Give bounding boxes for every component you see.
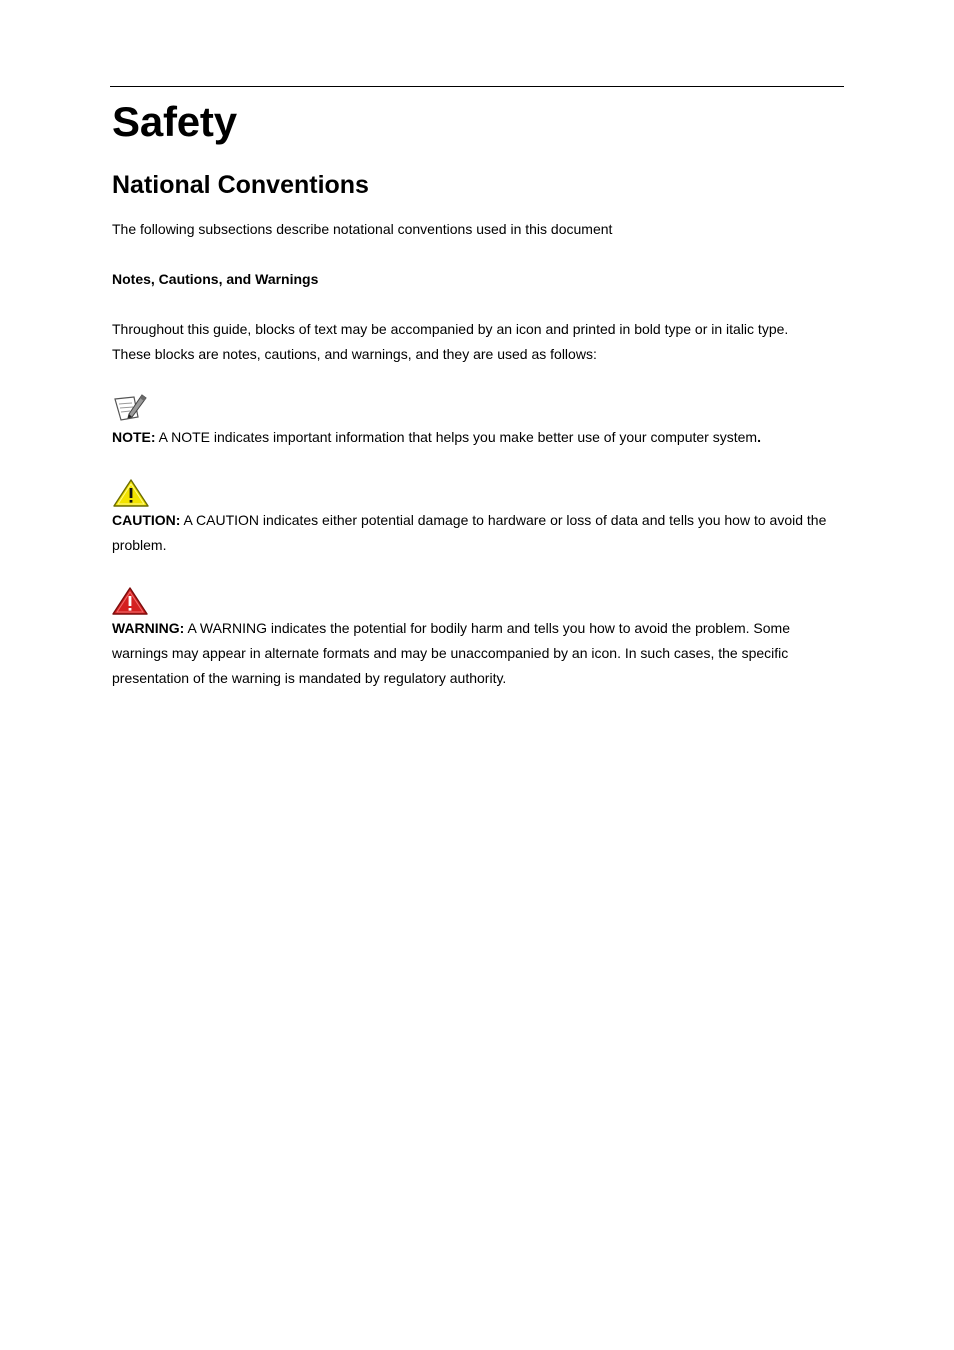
section-heading: National Conventions bbox=[112, 171, 369, 199]
warning-label: WARNING: bbox=[112, 620, 185, 636]
caution-paragraph bbox=[112, 508, 848, 558]
note-pencil-icon bbox=[112, 393, 148, 428]
caution-text: A CAUTION indicates either potential damage to hardware or loss of data and tells you how to avoid the problem. bbox=[112, 512, 827, 553]
intro-text: The following subsections describe notational conventions used in this document bbox=[112, 221, 613, 237]
note-label: NOTE: bbox=[112, 429, 156, 445]
top-divider bbox=[110, 86, 844, 87]
description-line-1: Throughout this guide, blocks of text may be accompanied by an icon and printed in bold type or in italic type. bbox=[112, 321, 789, 337]
warning-text: A WARNING indicates the potential for bodily harm and tells you how to avoid the problem. Some warnings may appear in alternate formats and may be unaccompanied by an icon. In such cases, the specific presentation of the warning is mandated by regulatory authority. bbox=[112, 620, 791, 686]
subsection-heading: Notes, Cautions, and Warnings bbox=[112, 271, 319, 287]
description-line-2: These blocks are notes, cautions, and warnings, and they are used as follows: bbox=[112, 346, 597, 362]
note-paragraph bbox=[112, 425, 848, 450]
page-title: Safety bbox=[112, 98, 237, 145]
warning-paragraph bbox=[112, 616, 848, 691]
note-text: A NOTE indicates important information that helps you make better use of your computer system bbox=[155, 429, 758, 445]
caution-label: CAUTION: bbox=[112, 512, 181, 528]
description-paragraph bbox=[112, 317, 848, 367]
note-trailing-period: . bbox=[757, 429, 761, 445]
